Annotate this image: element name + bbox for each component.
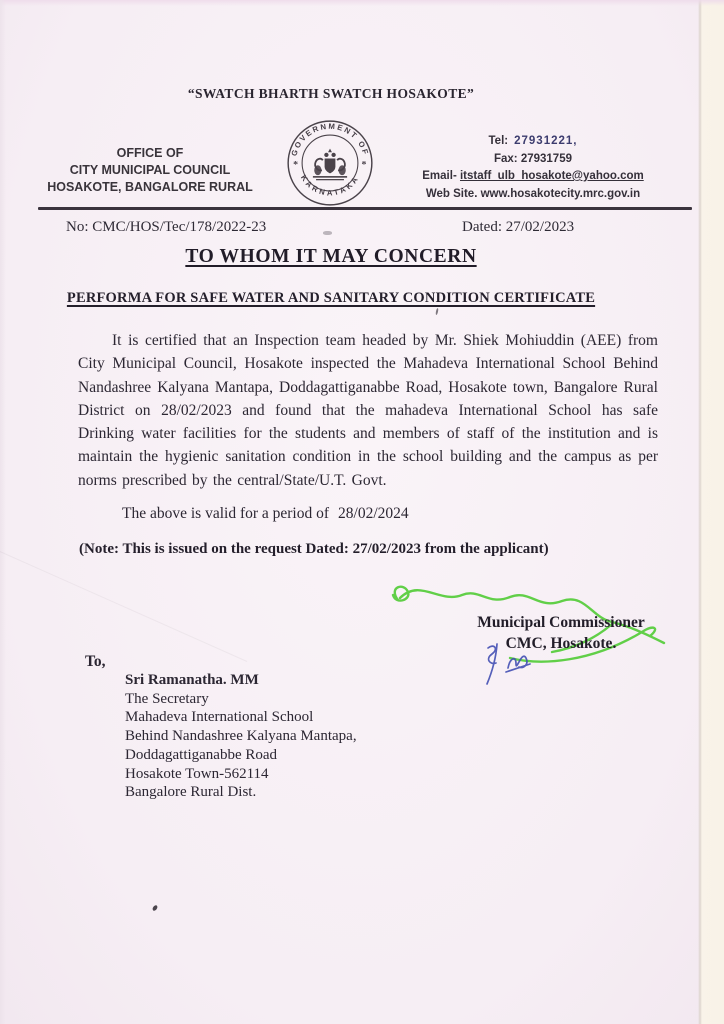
document-title: TO WHOM IT MAY CONCERN <box>185 246 477 267</box>
tel-label: Tel: <box>488 135 509 147</box>
scan-speck <box>435 308 438 315</box>
office-line-2: CITY MUNICIPAL COUNCIL <box>69 163 231 177</box>
recipient-salutation: To, <box>85 653 106 670</box>
motto-line: “SWATCH BHARTH SWATCH HOSAKOTE” <box>187 86 475 101</box>
contact-block <box>408 133 658 203</box>
recipient-line: Doddagattiganabbe Road <box>125 746 278 763</box>
certificate-body-paragraph: It is certified that an Inspection team headed by Mr. Shiek Mohiuddin (AEE) from City Municipal Council, Hosakote inspected the Mahadeva International School Behind Nandashree Kalyana Mantapa, Doddagattiganabbe Road, Hosakote town, Bangalore Rural District on 28/02/2023 and found that the mahadeva International School has safe Drinking water facilities for the students and members of staff of the institution and is maintain the hygienic sanitation condition in the school building and the campus as per norms prescribed by the central/State/U.T. Govt. <box>78 332 658 489</box>
website-line: Web Site. www.hosakotecity.mrc.gov.in <box>425 187 641 200</box>
reference-date: Dated: 27/02/2023 <box>462 219 575 235</box>
office-line-1: OFFICE OF <box>116 146 184 160</box>
recipient-address-block <box>125 671 357 802</box>
scan-speck <box>323 231 332 235</box>
recipient-line: Bangalore Rural Dist. <box>125 784 257 801</box>
email-label: Email- <box>422 170 457 182</box>
note-line: (Note: This is issued on the request Dated: 27/02/2023 from the applicant) <box>79 541 549 557</box>
signatory-org: CMC, Hosakote. <box>505 635 617 652</box>
recipient-line: Mahadeva International School <box>125 709 314 726</box>
validity-line <box>122 505 409 523</box>
office-address-block <box>38 145 262 196</box>
document-subject: PERFORMA FOR SAFE WATER AND SANITARY CONDITION CERTIFICATE <box>66 290 596 306</box>
karnataka-government-seal <box>285 118 375 208</box>
signatory-title: Municipal Commissioner <box>477 614 645 631</box>
gandaberunda-crest-icon <box>313 149 347 181</box>
scan-speck <box>152 904 159 911</box>
seal-bottom-text: KARNATAKA <box>298 173 362 198</box>
fax-line: Fax: 27931759 <box>493 152 572 165</box>
seal-emblem-icon <box>285 118 375 208</box>
signatory-block <box>451 612 671 654</box>
recipient-name: Sri Ramanatha. MM <box>125 672 259 688</box>
recipient-line: The Secretary <box>125 690 209 707</box>
office-line-3: HOSAKOTE, BANGALORE RURAL <box>47 180 253 194</box>
header-divider-rule <box>38 207 692 210</box>
email-address: itstaff_ulb_hosakote@yahoo.com <box>459 170 644 182</box>
reference-number: No: CMC/HOS/Tec/178/2022-23 <box>66 219 267 235</box>
tel-number: 27931221, <box>514 135 578 147</box>
seal-left-star: * <box>293 159 299 171</box>
validity-label: The above is valid for a period of <box>122 505 330 522</box>
seal-top-text: GOVERNMENT OF <box>289 121 371 158</box>
tel-line <box>408 133 658 151</box>
recipient-line: Behind Nandashree Kalyana Mantapa, <box>125 728 357 745</box>
validity-date: 28/02/2024 <box>338 505 409 522</box>
email-line <box>408 168 658 186</box>
recipient-line: Hosakote Town-562114 <box>125 765 269 782</box>
seal-right-star: * <box>361 159 367 171</box>
